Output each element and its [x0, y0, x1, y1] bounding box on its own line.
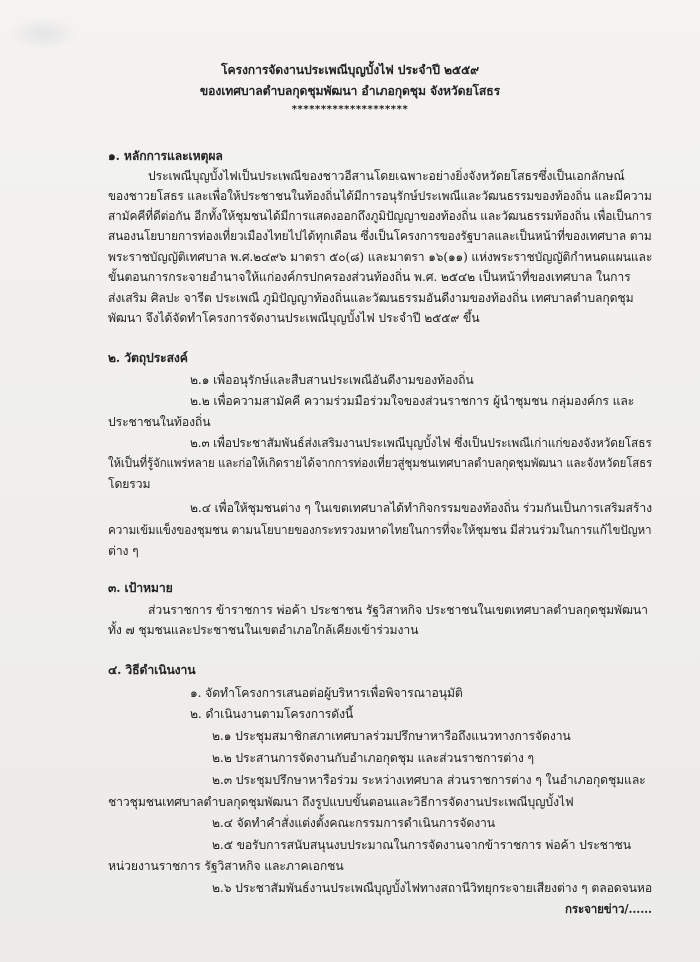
section-2-line: ๒.๑ เพื่ออนุรักษ์และสืบสานประเพณีอันดีงามของท้องถิ่น [190, 373, 474, 387]
section-4-heading: ๔. วิธีดำเนินงาน [108, 663, 196, 677]
section-2-line: ให้เป็นที่รู้จักแพร่หลาย และก่อให้เกิดรายได้จากการท่องเที่ยวสู่ชุมชนเทศบาลตำบลกุดชุมพัฒนา และจังหวัดยโสธร [108, 456, 653, 470]
section-4-line: ๒.๓ ประชุมปรึกษาหารือร่วม ระหว่างเทศบาล ส่วนราชการต่าง ๆ ในอำเภอกุดชุมและ [212, 773, 646, 787]
continuation-text: กระจายข่าว/...... [565, 902, 652, 916]
section-2-line: ต่าง ๆ [108, 544, 139, 558]
section-2-line: ๒.๔ เพื่อให้ชุมชนต่าง ๆ ในเขตเทศบาลได้ทำกิจกรรมของท้องถิ่น ร่วมกันเป็นการเสริมสร้าง [190, 501, 652, 515]
section-3-line: ส่วนราชการ ข้าราชการ พ่อค้า ประชาชน รัฐวิสาหกิจ ประชาชนในเขตเทศบาลตำบลกุดชุมพัฒนา [148, 603, 648, 617]
section-4-line: ๒.๖ ประชาสัมพันธ์งานประเพณีบุญบั้งไฟทางสถานีวิทยุกระจายเสียงต่าง ๆ ตลอดจนหอ [212, 881, 653, 895]
section-4-line: ๒. ดำเนินงานตามโครงการดังนี้ [190, 707, 354, 721]
title-line-1: โครงการจัดงานประเพณีบุญบั้งไฟ ประจำปี ๒๕๕๙ [221, 63, 479, 77]
section-1-line: สนองนโยบายการท่องเที่ยวเมืองไทยไปได้ทุกเดือน ซึ่งเป็นโครงการของรัฐบาลและเป็นหน้าที่ของเทศบาล ตาม [108, 229, 652, 243]
section-3-line: ทั้ง ๗ ชุมชนและประชาชนในเขตอำเภอใกล้เคียงเข้าร่วมงาน [108, 623, 419, 637]
title-line-2: ของเทศบาลตำบลกุดชุมพัฒนา อำเภอกุดชุม จังหวัดยโสธร [199, 84, 501, 98]
section-2-line: ๒.๒ เพื่อความสามัคคี ความร่วมมือร่วมใจของส่วนราชการ ผู้นำชุมชน กลุ่มองค์กร และ [190, 394, 635, 408]
section-1-line: พัฒนา จึงได้จัดทำโครงการจัดงานประเพณีบุญบั้งไฟ ประจำปี ๒๕๕๙ ขึ้น [108, 311, 480, 325]
section-4-line: ๒.๕ ขอรับการสนับสนุนงบประมาณในการจัดงานจากข้าราชการ พ่อค้า ประชาชน [212, 838, 631, 852]
section-4-line: ชาวชุมชนเทศบาลตำบลกุดชุมพัฒนา ถึงรูปแบบขั้นตอนและวิธีการจัดงานประเพณีบุญบั้งไฟ [108, 795, 574, 809]
section-4-line: ๒.๔ จัดทำคำสั่งแต่งตั้งคณะกรรมการดำเนินการจัดงาน [212, 816, 496, 830]
section-1-line: ประเพณีบุญบั้งไฟเป็นประเพณีของชาวอีสานโดยเฉพาะอย่างยิ่งจังหวัดยโสธรซึ่งเป็นเอกลักษณ์ [148, 169, 625, 183]
section-2-line: ๒.๓ เพื่อประชาสัมพันธ์ส่งเสริมงานประเพณีบุญบั้งไฟ ซึ่งเป็นประเพณีเก่าแก่ของจังหวัดยโสธร [190, 436, 652, 450]
section-1-line: ส่งเสริม ศิลปะ จารีต ประเพณี ภูมิปัญญาท้องถิ่นและวัฒนธรรมอันดีงามของท้องถิ่น เทศบาลตำบลกุดชุม [108, 291, 634, 305]
section-4-line: ๑. จัดทำโครงการเสนอต่อผู้บริหารเพื่อพิจารณาอนุมัติ [190, 686, 463, 700]
section-4-line: หน่วยงานราชการ รัฐวิสาหกิจ และภาคเอกชน [108, 859, 344, 873]
section-1-line: พระราชบัญญัติเทศบาล พ.ศ.๒๔๙๖ มาตรา ๕๐(๘) และมาตรา ๑๖(๑๑) แห่งพระราชบัญญัติกำหนดแผนและ [108, 250, 653, 264]
section-3-heading: ๓. เป้าหมาย [108, 581, 173, 595]
section-4-line: ๒.๒ ประสานการจัดงานกับอำเภอกุดชุม และส่วนราชการต่าง ๆ [212, 751, 534, 765]
section-2-heading: ๒. วัตถุประสงค์ [108, 351, 188, 365]
section-1-line: ของชาวยโสธร และเพื่อให้ประชาชนในท้องถิ่นได้มีการอนุรักษ์ประเพณีและวัฒนธรรมของท้องถิ่น และมีความ [108, 189, 652, 203]
scan-smudge [8, 18, 78, 50]
title-stars: ******************** [291, 104, 409, 115]
section-1-line: ขั้นตอนการกระจายอำนาจให้แก่องค์กรปกครองส่วนท้องถิ่น พ.ศ. ๒๕๔๒ เป็นหน้าที่ของเทศบาล ในการ [108, 270, 631, 284]
section-2-line: ความเข้มแข็งของชุมชน ตามนโยบายของกระทรวงมหาดไทยในการที่จะให้ชุมชน มีส่วนร่วมในการแก้ไขปัญหา [108, 523, 652, 537]
section-1-heading: ๑. หลักการและเหตุผล [108, 149, 223, 163]
section-2-line: ประชาชนในท้องถิ่น [108, 415, 211, 429]
section-1-line: สามัคคีที่ดีต่อกัน อีกทั้งให้ชุมชนได้มีการแสดงออกถึงภูมิปัญญาของท้องถิ่น และวัฒนธรรมท้องถิ่น เพื่อเป็นการ [108, 209, 652, 223]
section-4-line: ๒.๑ ประชุมสมาชิกสภาเทศบาลร่วมปรึกษาหารือถึงแนวทางการจัดงาน [212, 729, 571, 743]
section-2-line: โดยรวม [108, 477, 151, 491]
